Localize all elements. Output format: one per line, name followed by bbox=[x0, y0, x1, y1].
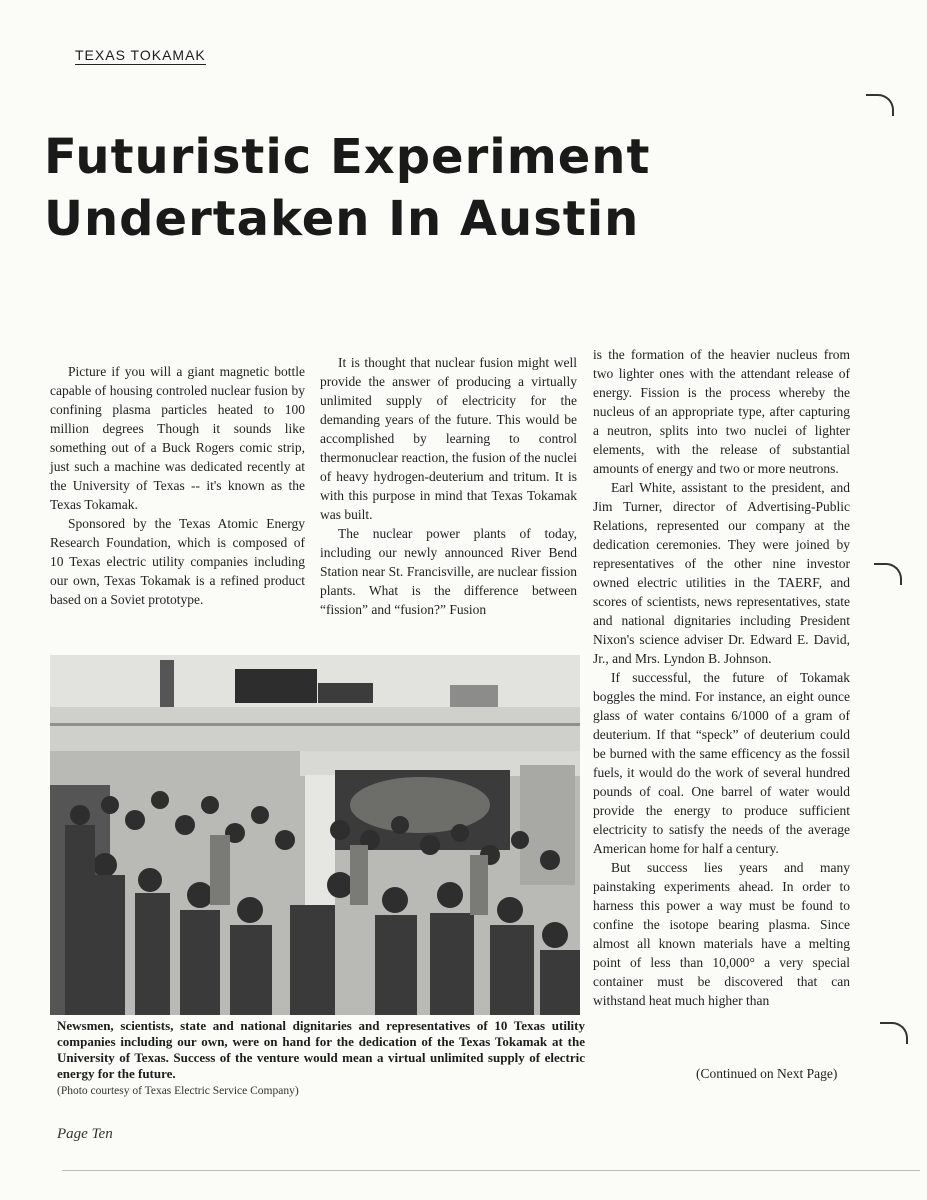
headline bbox=[44, 126, 884, 250]
paragraph: The nuclear power plants of today, including our newly announced River Bend Station near St. Francisville, are nuclear fission plants. What is the difference between “fission” and “fusion?” Fusion bbox=[320, 526, 577, 617]
headline-line-1: Futuristic Experiment bbox=[44, 129, 651, 185]
dedication-photo bbox=[50, 655, 580, 1015]
paragraph: is the formation of the heavier nucleus from two lighter ones with the attendant release of energy. Fission is the process whereby the nucleus of an appropriate type, after capturing a neutron, splits into two nuclei of lighter elements, with the release of substantial amounts of energy and two or more neutrons. bbox=[593, 347, 850, 476]
paragraph: If successful, the future of Tokamak boggles the mind. For instance, an eight ounce glass of water contains 6/1000 of a gram of deuterium. If that “speck” of deuterium could be burned with the same efficency as the fossil fuels, it would do the work of several hundred pounds of coal. One barrel of water would provide the energy to produce sufficient electricity to satisfy the needs of the average American home for half a century. bbox=[593, 670, 850, 856]
binder-hole-mark bbox=[866, 94, 894, 116]
continued-notice: (Continued on Next Page) bbox=[696, 1066, 838, 1081]
photo-caption: Newsmen, scientists, state and national dignitaries and representatives of 10 Texas utility companies including our own, were on hand for the dedication of the Texas Tokamak at the University of Texas. Success of the venture would mean a virtual unlimited supply of electric energy for the future. bbox=[57, 1018, 585, 1081]
page-number: Page Ten bbox=[57, 1126, 113, 1142]
section-label: TEXAS TOKAMAK bbox=[75, 47, 206, 63]
paragraph: Picture if you will a giant magnetic bottle capable of housing controled nuclear fusion by confining plasma particles heated to 100 million degrees Though it sounds like something out of a Buck Rogers comic strip, just such a machine was dedicated recently at the University of Texas -- it's known as the Texas Tokamak. bbox=[50, 364, 305, 512]
paragraph: Earl White, assistant to the president, and Jim Turner, director of Advertising-Public Relations, represented our company at the dedication ceremonies. They were joined by representatives of the other nine investor owned electric utilities in the TAERF, and scores of scientists, news representatives, state and national dignitaries including President Nixon's science adviser Dr. Edward E. David, Jr., and Mrs. Lyndon B. Johnson. bbox=[593, 480, 850, 666]
paragraph: But success lies years and many painstaking experiments ahead. In order to harness this power a way must be found to confine the isotope bearing plasma. Since almost all known materials have a melting point of less than 10,000° a very special container must be discovered that can withstand heat much higher than bbox=[593, 860, 850, 1008]
binder-hole-mark bbox=[874, 563, 902, 585]
article-column-1 bbox=[50, 362, 305, 609]
binder-hole-mark bbox=[880, 1022, 908, 1044]
photo-credit: (Photo courtesy of Texas Electric Service Company) bbox=[57, 1085, 299, 1097]
article-column-2 bbox=[320, 353, 577, 619]
article-column-3 bbox=[593, 345, 850, 1010]
page-edge-line bbox=[62, 1170, 920, 1171]
paragraph: Sponsored by the Texas Atomic Energy Research Foundation, which is composed of 10 Texas electric utility companies including our own, Texas Tokamak is a refined product based on a Soviet prototype. bbox=[50, 516, 305, 607]
paragraph: It is thought that nuclear fusion might well provide the answer of producing a virtually unlimited supply of electricity for the demanding years of the future. This would be accomplished by learning to control thermonuclear reaction, the fusion of the nuclei of heavy hydrogen-deuterium and tritum. It is with this purpose in mind that Texas Tokamak was built. bbox=[320, 355, 577, 522]
headline-line-2: Undertaken In Austin bbox=[44, 191, 640, 247]
